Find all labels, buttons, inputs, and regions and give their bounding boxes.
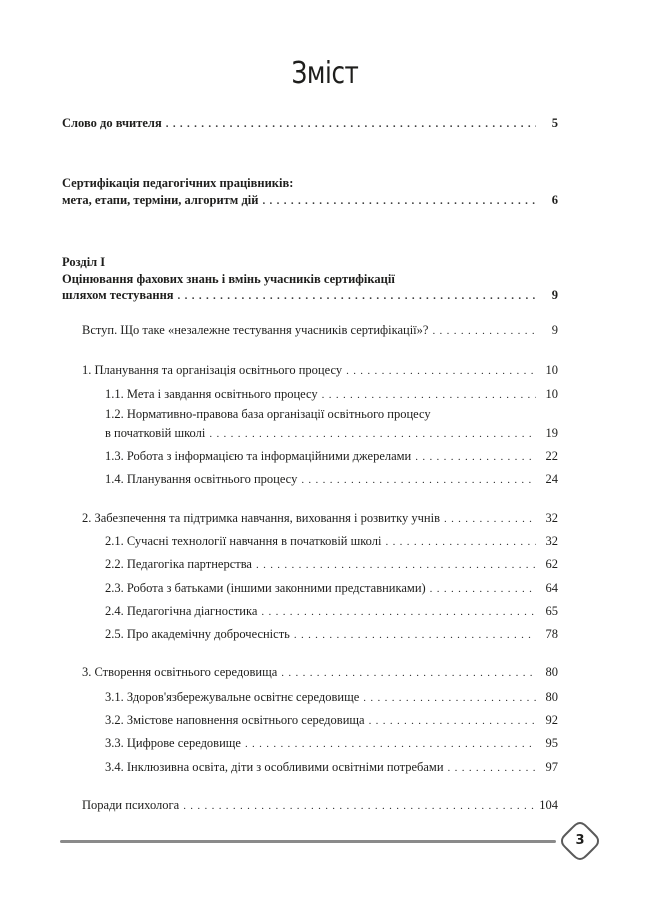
toc-item-3-2[interactable] xyxy=(105,711,558,729)
toc-entry-certification[interactable] xyxy=(62,191,558,209)
toc-chapter-3[interactable] xyxy=(82,663,558,681)
toc-entry-label: мета, етапи, терміни, алгоритм дій xyxy=(62,193,259,207)
toc-item-1-4[interactable] xyxy=(105,470,558,488)
toc-item-2-5[interactable] xyxy=(105,625,558,643)
toc-page-number: 19 xyxy=(545,426,558,440)
toc-entry-label: 2.5. Про академічну доброчесність xyxy=(105,627,290,641)
leader-dots xyxy=(369,712,536,730)
toc-entry-label: 1.4. Планування освітнього процесу xyxy=(105,472,298,486)
leader-dots xyxy=(245,735,536,753)
toc-item-3-1[interactable] xyxy=(105,688,558,706)
toc-entry-certification-line1: Сертифікація педагогічних працівників: xyxy=(62,176,294,190)
toc-item-2-1[interactable] xyxy=(105,532,558,550)
toc-entry-label: 2.4. Педагогічна діагностика xyxy=(105,604,258,618)
leader-dots xyxy=(209,425,536,443)
toc-item-1-2[interactable] xyxy=(105,424,558,442)
leader-dots xyxy=(166,115,536,133)
toc-item-3-3[interactable] xyxy=(105,734,558,752)
toc-item-2-3[interactable] xyxy=(105,579,558,597)
leader-dots xyxy=(261,603,536,621)
toc-page-number: 10 xyxy=(545,387,558,401)
toc-item-2-4[interactable] xyxy=(105,602,558,620)
toc-page-number: 9 xyxy=(551,288,558,302)
toc-entry-label: 2.2. Педагогіка партнерства xyxy=(105,557,252,571)
page-number-badge xyxy=(559,820,601,862)
toc-entry-label: 3.2. Змістове наповнення освітнього середовища xyxy=(105,713,365,727)
toc-entry-label: 3. Створення освітнього середовища xyxy=(82,665,278,679)
leader-dots xyxy=(262,192,536,210)
page-number: 3 xyxy=(575,833,585,848)
leader-dots xyxy=(430,580,536,598)
toc-item-1-1[interactable] xyxy=(105,385,558,403)
toc-page-number: 80 xyxy=(545,690,558,704)
toc-entry-label: шляхом тестування xyxy=(62,288,174,302)
toc-entry-label: 1.3. Робота з інформацією та інформаційними джерелами xyxy=(105,449,412,463)
toc-entry-label: в початковій школі xyxy=(105,426,206,440)
leader-dots xyxy=(444,510,536,528)
toc-entry-section1[interactable] xyxy=(62,286,558,304)
toc-page-number: 62 xyxy=(545,557,558,571)
toc-page-number: 22 xyxy=(545,449,558,463)
toc-page-number: 65 xyxy=(545,604,558,618)
toc-entry-label: 3.3. Цифрове середовище xyxy=(105,736,241,750)
section-heading: Розділ I xyxy=(62,255,106,269)
leader-dots xyxy=(415,448,536,466)
toc-entry-label: 1. Планування та організація освітнього процесу xyxy=(82,363,343,377)
leader-dots xyxy=(346,362,536,380)
toc-item-2-2[interactable] xyxy=(105,555,558,573)
toc-item-3-4[interactable] xyxy=(105,758,558,776)
toc-entry-label: Поради психолога xyxy=(82,798,180,812)
toc-entry-intro[interactable] xyxy=(62,114,558,132)
leader-dots xyxy=(432,322,536,340)
leader-dots xyxy=(301,471,536,489)
toc-page-number: 92 xyxy=(545,713,558,727)
leader-dots xyxy=(256,556,536,574)
toc-page-number: 10 xyxy=(545,363,558,377)
toc-entry-label: 3.4. Інклюзивна освіта, діти з особливими освітніми потребами xyxy=(105,760,444,774)
toc-page-number: 32 xyxy=(545,511,558,525)
leader-dots xyxy=(448,759,536,777)
toc-chapter-2[interactable] xyxy=(82,509,558,527)
toc-page-number: 80 xyxy=(545,665,558,679)
toc-entry-label: 2. Забезпечення та підтримка навчання, виховання і розвитку учнів xyxy=(82,511,440,525)
toc-chapter-1[interactable] xyxy=(82,361,558,379)
toc-page-number: 24 xyxy=(545,472,558,486)
toc-page-number: 95 xyxy=(545,736,558,750)
toc-page-number: 64 xyxy=(545,581,558,595)
toc-page-number: 97 xyxy=(545,760,558,774)
leader-dots xyxy=(183,797,535,815)
toc-page-number: 6 xyxy=(551,193,558,207)
toc-entry-label: 1.1. Мета і завдання освітнього процесу xyxy=(105,387,318,401)
toc-entry-label: 2.1. Сучасні технології навчання в початковій школі xyxy=(105,534,382,548)
leader-dots xyxy=(281,664,536,682)
toc-entry-label: Слово до вчителя xyxy=(62,116,162,130)
page-title: Зміст xyxy=(291,56,359,91)
leader-dots xyxy=(363,689,536,707)
toc-item-1-2-line1: 1.2. Нормативно-правова база організації освітнього процесу xyxy=(105,407,431,421)
toc-entry-label: Вступ. Що таке «незалежне тестування учасників сертифікації»? xyxy=(82,323,429,337)
toc-page-number: 32 xyxy=(545,534,558,548)
footer-rule xyxy=(60,840,556,843)
section-title-line1: Оцінювання фахових знань і вмінь учасників сертифікації xyxy=(62,272,395,286)
toc-page-number: 5 xyxy=(551,116,558,130)
toc-entry-label: 3.1. Здоров'язбережувальне освітнє середовище xyxy=(105,690,360,704)
toc-page-number: 78 xyxy=(545,627,558,641)
leader-dots xyxy=(385,533,536,551)
toc-page-number: 104 xyxy=(539,798,558,812)
leader-dots xyxy=(322,386,536,404)
toc-page-number: 9 xyxy=(551,323,558,337)
leader-dots xyxy=(294,626,536,644)
toc-item-1-3[interactable] xyxy=(105,447,558,465)
toc-entry-psychologist-tips[interactable] xyxy=(82,796,558,814)
leader-dots xyxy=(178,287,536,305)
toc-entry-introduction[interactable] xyxy=(82,321,558,339)
toc-entry-label: 2.3. Робота з батьками (іншими законними представниками) xyxy=(105,581,426,595)
